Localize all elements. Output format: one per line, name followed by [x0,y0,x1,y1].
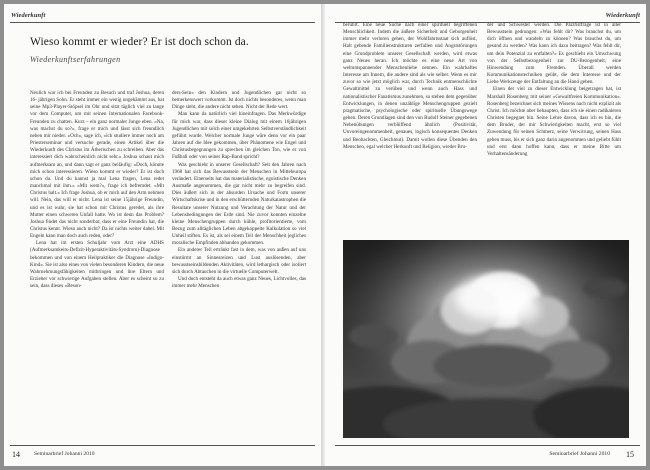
paragraph: Ein anderer Teil ertränkt fast in dem, was von außen auf uns einstürmt an Sinnesreizen und Lust auslösenden, aber bewusstseinsbildenden Aktivitäten, wird lethargisch oder isoliert sich durch Abtauchen in die virtuelle Computerwelt. [172,247,306,275]
paragraph: ders-Sein« den Kindern und Jugendlichen gar nicht so bemerkenswert vorkommt. Ist doch nichts besonderes, wenn man Dinge sieht, die andere nicht sehen. Nicht der Rede wert. [172,90,306,111]
header-rule [10,22,315,23]
paragraph: berührt. Eine neue Suche nach einer spirituell begriffenen Menschlichkeit. Indem die äußere Sicherheit und Geborgenheit immer mehr verloren gehen, der Wohlfahrtsstaat sich auflöst, Halt gebende Familienstrukturen zerfallen und Angststörungen eine Grundproblem unserer Gesellschaft werden, wird etwas ganz Neues heran. Ich möchte es eine neue Art von weltumspannender Menschenliebe nennen. Ein wahrhaftes Interesse am Innern, die andere sind als wie selber. Wenn es mir zuvor so wie jetzt möglich war, durch Technik entmenschlichte Gewaltmittel zu verüben und wenn auch Hass und nationalistischer Fanatismus zunehmen, so stehen dem gegenüber Entwicklungen, in denen unzählige Menschengruppen gezielt pragmatische, psychologische oder spirituelle Übungswege gehen. Deren Grundlagen sind den von Rudolf Steiner gegebenen Nebenübungen verblüffend ähnlich (Positivität, Unvoreingenommenheit, genaues, logisch konsequentes Denken und Beobachten, Gleichmut). Damit wollen diese Übenden den Menschen, egal welcher Herkunft und Religion, wieder Bru- [343,22,477,150]
paragraph: der und Schwester werden. Die Pazifistfrage ist in aller Bewusstsein gedrungen: »Was fehlt dir? Was brauchst du, um dich öffnen und wandeln zu können? Was brauchst du, um gesund zu werden? Was kann ich dazu beitragen? Was fehlt dir, um dein Potenzial zu entfalten?« Es geschieht ein Umschwung von der Selbstbezogenheit zur DU-Bezogenheit, eine Hinwendung zum Fremden. Überall werden Kommunikationstechniken geübt, die dem Interesse und der Liebe Werkzeuge der Entfaltung an die Hand geben. [487,22,621,86]
text-column-2 [172,90,306,438]
article-subtitle: Wiederkunftserfahrungen [30,55,121,64]
footer-rule [10,445,315,446]
text-column-1 [343,22,477,228]
paragraph: Einen der viel zu dieser Entwicklung beigetragen hat, ist Marshall Rosenberg mit seiner »Gewaltfreien Kommunikation«. Rosenberg bezeichnet sich meines Wissens nach nicht explizit als Christ. Ich möchte aber behaupten, dass ich sie einen radikaleren Christen begegnet bin. Seine Lehre davon, dass ich es bin, die dem Bruder, der mir Schwierigkeiten macht, erst so viel Zuwendung für seinen Schmerz, seine Verwirrung, seinen Hass geben muss, bis er sich ganz darin angenommen und geliebt fühlt und erst dann hoffen kann, dass er meine Bitte um Verhaltensänderung [487,86,621,157]
text-column-1 [30,90,164,438]
left-page [4,4,321,466]
running-head: Wiederkunft [11,12,46,19]
article-title: Wieso kommt er wieder? Er ist doch schon da. [30,36,249,48]
text-column-2 [487,22,621,228]
running-head: Wiederkunft [605,12,640,19]
right-page [325,4,646,466]
footer-rule [335,445,640,446]
page-number: 14 [12,450,20,459]
page-number: 15 [626,450,634,459]
paragraph: Neulich war ich bei Freunden zu Besuch und traf Joshua, deren 16- jährigen Sohn. Er steht immer ein wenig ungekämmt aus, hat seine Mp3-Player-Stöpsel im Ohr und sitzt täglich viel zu lange vor dem Computer, um mit seinen Internationalen Facebook-Freunden zu chatten. Kurz – ein ganz normaler Junge eben. »Na, was machst du so?«, frage er mich und lässt sich freundlich neben mir nieder. »Och«, sage ich, »ich studiere immer noch am Priesterseminar und versuche gerade, einen Artikel über die Wiederkunft des Christus im Ätherischen zu schreiben. Aber das interessiert dich wahrscheinlich nicht sehr.« Joshua schaut mich aufmerksam an, und dann sagt er ganz beiläufig: »Doch, könnte mich schon interessieren. Wieso kommt er wieder? Er ist doch schon da. Und du kannst ja mal Lena fragen, Lena redet manchmal mit ihm.« »Mit wem?«, frage ich befremdet. »Mit Christus halt.« Ich frage Joshua, ob er mich auf den Arm nehmen will. Nein, das will er nicht. Lena ist seine 15jährige Freundin, und es ist wahr, sie hat schon mit Christus geredet, als ihre Mutter einen schweren Unfall hatte. Wo ist denn das Problem? Joshua findet das nicht sonderbar, dass er eine Freundin hat, die Christus kennt. Wieso auch nicht? Da ist nichts weiter dabei. Mit Engeln kann man doch auch reden, oder? [30,90,164,240]
paragraph: Man kann da natürlich viel hineinfragen. Das Merkwürdige für mich war, dass dieser kleine Dialog mit einem 16jährigen Jugendlichen mit solch einer umgekehrten Selbstverständlichkeit geführt wurde. Welcher normale Junge wäre denn vor ein paar Jahren auf die Idee gekommen, über Phänomene wie Engel und Christusbegegnungen zu sprechen im gleichen Ton, wie er von Fußball oder von seiner Rap-Band spricht? [172,111,306,161]
footer-text: Seminarbrief Johanni 2010 [549,451,610,457]
paragraph: Was geschieht in unserer Gesellschaft? Seit den Jahren nach 1968 hat sich das Bewusstsein der Menschen in Mitteleuropa verändert. Einerseits hat das materialistische, egoistische Denken Ausmaße angenommen, die gar nicht mehr zu begreifen sind. Dies äußert sich in der absurden Ursache und Form unserer Wirtschaftskrise und in den erschütternden Naturkatastrophen die Resultate unserer Nutzung und Verachtung der Natur und der Lebensbedingungen der Erde sind. Nie zuvor konnten einzelne kleine Menschengruppen durch kühle, profitorientierte, vom Bezug zum alltäglichen Leben abgekoppelte Kalkulation so viel Unheil stiften. Es ist, als sei einem Teil der Menschheit jegliches moralische Empfinden abhanden gekommen. [172,161,306,247]
footer-text: Seminarbrief Johanni 2010 [34,451,95,457]
paragraph: Und doch entsteht da auch etwas ganz Neues, Lichtvolles, das immer mehr Menschen [172,276,306,290]
paragraph: Lena hat im ersten Schuljahr vom Arzt eine ADHS (Aufmerksamkeits-Defizit-Hyperaktivitäts-Syndrom)-Diagnose bekommen und von einem Heilpraktiker die Diagnose »Indigo-Kind«. Sie ist also eines von vielen besonderen Kindern, die neue Wahrnehmungsfähigkeiten mitbringen und ihre Eltern und Erzieher vor schwierige Aufgaben stellen. Aber es scheint so zu sein, dass dieses »Beson- [30,240,164,290]
cloud-sun-photo [343,240,629,438]
